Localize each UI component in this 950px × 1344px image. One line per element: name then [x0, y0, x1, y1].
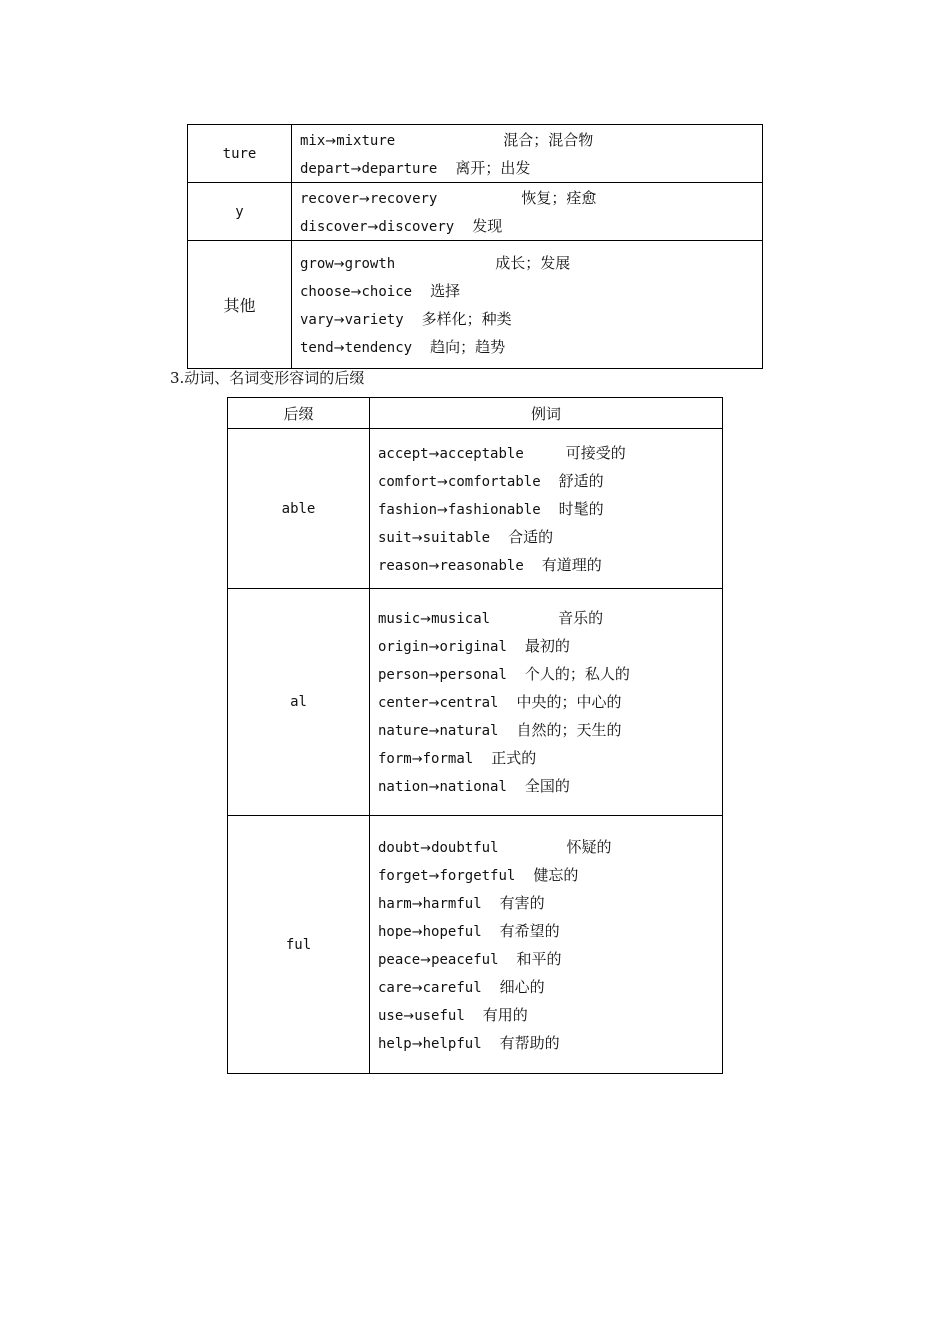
table-row [228, 589, 723, 816]
base-word: help [378, 1035, 412, 1052]
base-word: use [378, 1007, 404, 1024]
meaning-text: 舒适的 [558, 471, 604, 490]
example-line [378, 945, 714, 973]
example-line [378, 861, 714, 889]
examples-cell [292, 183, 763, 241]
example-line [378, 1029, 714, 1057]
meaning-text: 成长；发展 [495, 253, 571, 272]
examples-cell [370, 816, 723, 1074]
arrow-icon: → [333, 340, 345, 356]
suffix-table-continued [187, 124, 763, 369]
example-line [378, 495, 714, 523]
derived-word: personal [439, 667, 507, 683]
base-word: care [378, 979, 412, 996]
example-list [370, 833, 722, 1057]
base-word: harm [378, 895, 412, 912]
meaning-text: 有帮助的 [499, 1033, 560, 1052]
derived-word: tendency [344, 339, 413, 356]
base-word: accept [378, 445, 429, 462]
table-row [188, 125, 763, 183]
arrow-icon: → [411, 896, 423, 912]
base-word: tend [300, 339, 334, 356]
base-word: suit [378, 529, 412, 546]
derived-word: useful [414, 1007, 465, 1024]
meaning-text: 有道理的 [541, 555, 602, 574]
adjective-suffix-table [227, 397, 723, 1074]
suffix-cell: y [188, 183, 292, 241]
derived-word: doubtful [431, 839, 499, 856]
base-word: depart [300, 160, 351, 177]
table-row [228, 429, 723, 589]
arrow-icon: → [350, 161, 362, 177]
meaning-text: 时髦的 [558, 499, 604, 518]
arrow-icon: → [411, 980, 423, 996]
example-list [292, 184, 762, 240]
example-line [300, 212, 754, 240]
table-header-row [228, 398, 723, 429]
arrow-icon: → [403, 1008, 415, 1024]
examples-cell [292, 125, 763, 183]
base-word: nature [378, 723, 429, 739]
base-word: mix [300, 132, 326, 149]
derived-word: suitable [422, 529, 491, 546]
derived-word: forgetful [439, 867, 516, 884]
meaning-text: 发现 [472, 216, 503, 235]
meaning-text: 恢复；痊愈 [521, 188, 597, 207]
derived-word: mixture [336, 132, 396, 149]
example-line [300, 305, 754, 333]
section-heading: 3.动词、名词变形容词的后缀 [170, 369, 365, 387]
derived-word: acceptable [439, 445, 524, 462]
derived-word: harmful [422, 895, 482, 912]
base-word: recover [300, 190, 360, 207]
meaning-text: 个人的；私人的 [524, 665, 630, 683]
base-word: center [378, 695, 429, 711]
meaning-text: 音乐的 [558, 609, 604, 627]
example-line [378, 889, 714, 917]
suffix-cell: al [228, 589, 370, 816]
arrow-icon: → [428, 868, 440, 884]
derived-word: formal [422, 751, 474, 767]
table-row [188, 241, 763, 369]
examples-cell [370, 429, 723, 589]
derived-word: departure [361, 160, 438, 177]
arrow-icon: → [420, 840, 432, 856]
example-line [378, 833, 714, 861]
example-line [378, 632, 714, 660]
arrow-icon: → [428, 724, 440, 739]
example-list [370, 439, 722, 579]
derived-word: peaceful [431, 951, 499, 968]
meaning-text: 有用的 [482, 1005, 528, 1024]
arrow-icon: → [411, 752, 423, 767]
arrow-icon: → [350, 284, 362, 300]
table2-body [228, 429, 723, 1074]
derived-word: original [439, 639, 507, 655]
meaning-text: 可接受的 [565, 443, 626, 462]
arrow-icon: → [359, 191, 370, 207]
derived-word: choice [361, 283, 413, 300]
header-suffix: 后缀 [228, 398, 370, 429]
example-line [300, 333, 754, 361]
examples-cell [370, 589, 723, 816]
derived-word: comfortable [447, 473, 541, 490]
arrow-icon: → [428, 640, 440, 655]
example-line [378, 1001, 714, 1029]
example-line [300, 184, 754, 212]
example-line [378, 973, 714, 1001]
meaning-text: 正式的 [491, 749, 537, 767]
base-word: fashion [378, 501, 438, 518]
meaning-text: 健忘的 [533, 865, 579, 884]
arrow-icon: → [411, 1036, 423, 1052]
arrow-icon: → [428, 668, 440, 683]
arrow-icon: → [333, 256, 345, 272]
table-row [228, 816, 723, 1074]
derived-word: growth [344, 255, 396, 272]
example-list [292, 249, 762, 361]
example-line [378, 917, 714, 945]
derived-word: discovery [378, 218, 455, 235]
meaning-text: 细心的 [499, 977, 545, 996]
meaning-text: 中央的；中心的 [516, 693, 622, 711]
arrow-icon: → [420, 612, 432, 627]
derived-word: national [439, 779, 507, 795]
arrow-icon: → [325, 133, 337, 149]
table1-body [188, 125, 763, 369]
base-word: peace [378, 951, 421, 968]
derived-word: hopeful [422, 923, 482, 940]
example-line [378, 716, 714, 744]
arrow-icon: → [411, 530, 423, 546]
meaning-text: 离开；出发 [455, 158, 531, 177]
arrow-icon: → [428, 696, 440, 711]
meaning-text: 最初的 [524, 637, 570, 655]
arrow-icon: → [367, 219, 379, 235]
examples-cell [292, 241, 763, 369]
example-line [378, 551, 714, 579]
derived-word: reasonable [439, 557, 524, 574]
example-line [378, 604, 714, 632]
meaning-text: 合适的 [508, 527, 554, 546]
arrow-icon: → [411, 924, 423, 940]
example-line [378, 744, 714, 772]
base-word: doubt [378, 839, 421, 856]
header-examples: 例词 [370, 398, 723, 429]
arrow-icon: → [428, 446, 440, 462]
arrow-icon: → [437, 502, 448, 518]
base-word: origin [378, 639, 429, 655]
meaning-text: 怀疑的 [566, 837, 612, 856]
meaning-text: 选择 [430, 281, 461, 300]
meaning-text: 混合；混合物 [503, 130, 594, 149]
arrow-icon: → [333, 312, 345, 328]
derived-word: helpful [422, 1035, 482, 1052]
derived-word: variety [344, 311, 404, 328]
example-line [300, 154, 754, 182]
suffix-cell: ture [188, 125, 292, 183]
example-line [378, 660, 714, 688]
example-line [378, 439, 714, 467]
base-word: hope [378, 923, 412, 940]
example-line [378, 467, 714, 495]
derived-word: musical [431, 611, 491, 627]
arrow-icon: → [428, 780, 440, 795]
base-word: choose [300, 283, 351, 300]
base-word: reason [378, 557, 429, 574]
meaning-text: 全国的 [524, 777, 570, 795]
derived-word: central [439, 695, 499, 711]
meaning-text: 自然的；天生的 [516, 721, 622, 739]
example-list [370, 604, 722, 800]
base-word: comfort [378, 473, 438, 490]
suffix-cell: able [228, 429, 370, 589]
example-list [292, 126, 762, 182]
base-word: vary [300, 311, 334, 328]
meaning-text: 趋向；趋势 [430, 337, 506, 356]
table-row [188, 183, 763, 241]
example-line [378, 772, 714, 800]
example-line [300, 277, 754, 305]
example-line [300, 249, 754, 277]
meaning-text: 和平的 [516, 949, 562, 968]
meaning-text: 有害的 [499, 893, 545, 912]
derived-word: fashionable [447, 501, 541, 518]
base-word: nation [378, 779, 429, 795]
base-word: music [378, 611, 421, 627]
base-word: grow [300, 255, 334, 272]
derived-word: natural [439, 723, 499, 739]
arrow-icon: → [437, 474, 448, 490]
meaning-text: 有希望的 [499, 921, 560, 940]
meaning-text: 多样化；种类 [421, 309, 512, 328]
arrow-icon: → [420, 952, 432, 968]
base-word: discover [300, 218, 368, 235]
base-word: person [378, 667, 429, 683]
base-word: form [378, 751, 412, 767]
derived-word: careful [422, 979, 482, 996]
arrow-icon: → [428, 558, 440, 574]
example-line [378, 688, 714, 716]
suffix-cell: 其他 [188, 241, 292, 369]
example-line [378, 523, 714, 551]
suffix-cell: ful [228, 816, 370, 1074]
example-line [300, 126, 754, 154]
derived-word: recovery [369, 190, 438, 207]
base-word: forget [378, 867, 429, 884]
